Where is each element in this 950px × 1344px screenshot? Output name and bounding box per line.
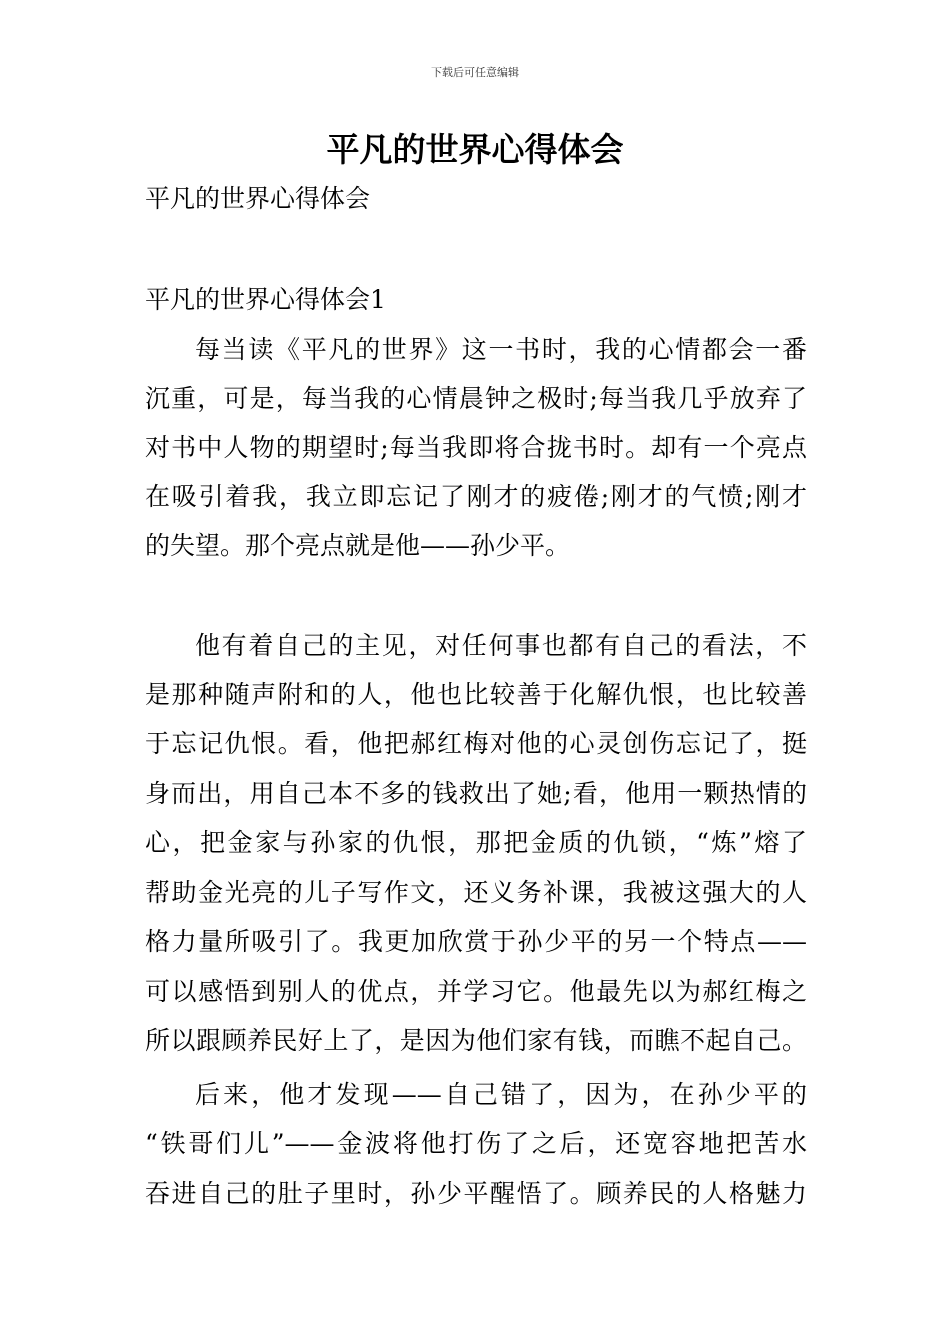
header-note: 下载后可任意编辑 xyxy=(431,66,519,79)
paragraph-line: 于忘记仇恨。看，他把郝红梅对他的心灵创伤忘记了，挺 xyxy=(145,729,807,758)
paragraph-line: 吞进自己的肚子里时，孙少平醒悟了。顾养民的人格魅力 xyxy=(145,1179,807,1208)
paragraph-line: 沉重，可是，每当我的心情晨钟之极时;每当我几乎放弃了 xyxy=(145,384,807,413)
document-title: 平凡的世界心得体会 xyxy=(326,130,624,169)
paragraph-line: 所以跟顾养民好上了，是因为他们家有钱，而瞧不起自己。 xyxy=(145,1026,807,1055)
paragraph-line: 后来，他才发现——自己错了，因为，在孙少平的 xyxy=(195,1080,807,1109)
document-subtitle: 平凡的世界心得体会 xyxy=(145,184,371,213)
paragraph-line: 身而出，用自己本不多的钱救出了她;看，他用一颗热情的 xyxy=(145,779,807,808)
paragraph-line: 的失望。那个亮点就是他——孙少平。 xyxy=(145,531,571,560)
section-heading: 平凡的世界心得体会1 xyxy=(145,285,386,314)
paragraph-line: 对书中人物的期望时;每当我即将合拢书时。却有一个亮点 xyxy=(145,433,807,462)
paragraph-line: 在吸引着我，我立即忘记了刚才的疲倦;刚才的气愤;刚才 xyxy=(145,482,807,511)
paragraph-line: 每当读《平凡的世界》这一书时，我的心情都会一番 xyxy=(195,335,807,364)
paragraph-line: 可以感悟到别人的优点，并学习它。他最先以为郝红梅之 xyxy=(145,977,807,1006)
paragraph-line: 他有着自己的主见，对任何事也都有自己的看法，不 xyxy=(195,631,807,660)
paragraph-line: “铁哥们儿”——金波将他打伤了之后，还宽容地把苦水 xyxy=(145,1129,807,1158)
paragraph-line: 格力量所吸引了。我更加欣赏于孙少平的另一个特点—— xyxy=(145,927,807,956)
paragraph-line: 心，把金家与孙家的仇恨，那把金质的仇锁，“炼”熔了 xyxy=(145,828,807,857)
paragraph-line: 帮助金光亮的儿子写作文，还义务补课，我被这强大的人 xyxy=(145,878,807,907)
paragraph-line: 是那种随声附和的人，他也比较善于化解仇恨，也比较善 xyxy=(145,680,807,709)
